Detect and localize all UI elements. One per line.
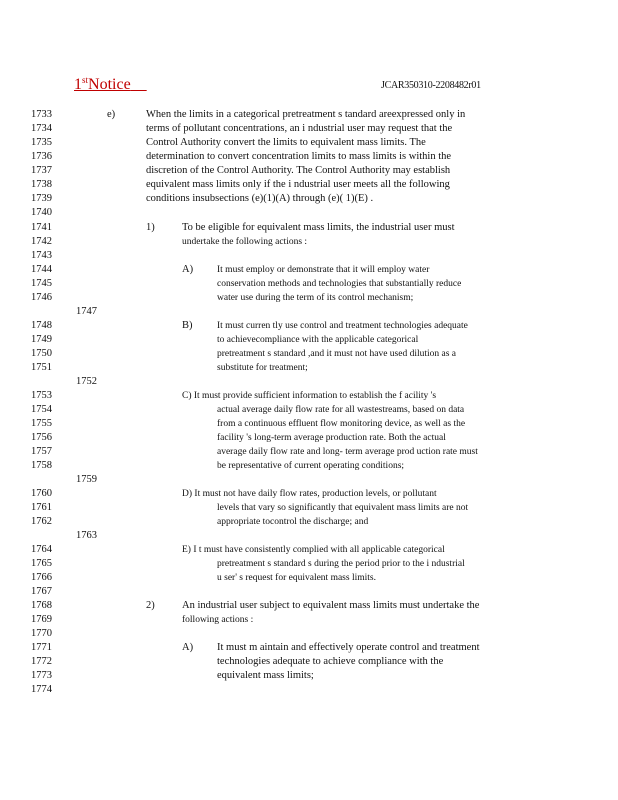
- text-line: An industrial user subject to equivalent mass limits must undertake the: [182, 600, 480, 611]
- text-line: technologies adequate to achieve compliance with the: [217, 656, 444, 667]
- notice-word: Notice: [88, 76, 131, 93]
- subsection-e-label: e): [107, 109, 116, 120]
- line-number: 1740: [31, 207, 52, 218]
- line-number: 1739: [31, 193, 52, 204]
- document-id: JCAR350310-2208482r01: [381, 80, 481, 91]
- text-line: levels that vary so significantly that equivalent mass limits are not: [217, 503, 469, 513]
- line-number: 1744: [31, 264, 52, 275]
- line-number: 1743: [31, 250, 52, 261]
- line-number: 1741: [31, 222, 52, 233]
- line-number: 1752: [76, 376, 97, 387]
- subparagraph-b-label: B): [182, 320, 193, 331]
- text-line: D) It must not have daily flow rates, production levels, or pollutant: [182, 489, 437, 499]
- notice-number: 1: [74, 76, 82, 93]
- text-line: water use during the term of its control mechanism;: [217, 293, 414, 303]
- line-number: 1754: [31, 404, 52, 415]
- line-number: 1753: [31, 390, 52, 401]
- line-number: 1771: [31, 642, 52, 653]
- line-number: 1751: [31, 362, 52, 373]
- text-line: from a continuous effluent flow monitoring device, as well as the: [217, 419, 466, 429]
- line-number: 1757: [31, 446, 52, 457]
- text-line: substitute for treatment;: [217, 363, 308, 373]
- text-line: u ser' s request for equivalent mass limits.: [217, 573, 376, 583]
- text-line: pretreatment s standard ,and it must not have used dilution as a: [217, 349, 457, 359]
- line-number: 1769: [31, 614, 52, 625]
- line-number: 1765: [31, 558, 52, 569]
- text-line: It must curren tly use control and treatment technologies adequate: [217, 321, 468, 331]
- text-line: average daily flow rate and long- term average prod uction rate must: [217, 447, 478, 457]
- paragraph-2-label: 2): [146, 600, 155, 611]
- line-number: 1742: [31, 236, 52, 247]
- line-number: 1772: [31, 656, 52, 667]
- text-line: determination to convert concentration limits to mass limits is within the: [146, 151, 452, 162]
- text-line: following actions :: [182, 615, 254, 625]
- line-number: 1758: [31, 460, 52, 471]
- text-line: to achievecompliance with the applicable categorical: [217, 335, 419, 345]
- line-number: 1733: [31, 109, 52, 120]
- text-line: terms of pollutant concentrations, an i ndustrial user may request that the: [146, 123, 453, 134]
- line-number: 1761: [31, 502, 52, 513]
- line-number: 1764: [31, 544, 52, 555]
- line-number: 1745: [31, 278, 52, 289]
- line-number: 1773: [31, 670, 52, 681]
- text-line: When the limits in a categorical pretreatment s tandard areexpressed only in: [146, 109, 466, 120]
- line-number: 1766: [31, 572, 52, 583]
- text-line: actual average daily flow rate for all wastestreams, based on data: [217, 405, 465, 415]
- subparagraph-a-label: A): [182, 642, 194, 653]
- line-number: 1759: [76, 474, 97, 485]
- notice-heading: [74, 75, 147, 94]
- line-number: 1749: [31, 334, 52, 345]
- text-line: conditions insubsections (e)(1)(A) through (e)( 1)(E) .: [146, 193, 374, 204]
- line-number: 1748: [31, 320, 52, 331]
- line-number: 1738: [31, 179, 52, 190]
- line-number: 1756: [31, 432, 52, 443]
- text-line: be representative of current operating conditions;: [217, 461, 405, 471]
- text-line: equivalent mass limits only if the i ndustrial user meets all the following: [146, 179, 450, 190]
- line-number: 1735: [31, 137, 52, 148]
- line-number: 1755: [31, 418, 52, 429]
- text-line: facility 's long-term average production rate. Both the actual: [217, 433, 446, 443]
- line-number: 1768: [31, 600, 52, 611]
- line-number: 1736: [31, 151, 52, 162]
- text-line: To be eligible for equivalent mass limits, the industrial user must: [182, 222, 455, 233]
- line-number: 1747: [76, 306, 97, 317]
- text-line: It must employ or demonstrate that it will employ water: [217, 265, 430, 275]
- line-number: 1760: [31, 488, 52, 499]
- paragraph-1-label: 1): [146, 222, 155, 233]
- line-number: 1734: [31, 123, 52, 134]
- subparagraph-a-label: A): [182, 264, 194, 275]
- notice-superscript: st: [82, 75, 89, 85]
- line-number: 1737: [31, 165, 52, 176]
- text-line: It must m aintain and effectively operate control and treatment: [217, 642, 480, 653]
- text-line: equivalent mass limits;: [217, 670, 314, 681]
- line-number: 1763: [76, 530, 97, 541]
- text-line: E) I t must have consistently complied with all applicable categorical: [182, 545, 445, 555]
- text-line: C) It must provide sufficient information to establish the f acility 's: [182, 391, 437, 401]
- text-line: conservation methods and technologies that substantially reduce: [217, 279, 462, 289]
- line-number: 1770: [31, 628, 52, 639]
- line-number: 1774: [31, 684, 52, 695]
- line-number: 1767: [31, 586, 52, 597]
- line-number: 1750: [31, 348, 52, 359]
- line-number: 1762: [31, 516, 52, 527]
- line-number: 1746: [31, 292, 52, 303]
- text-line: pretreatment s standard s during the period prior to the i ndustrial: [217, 559, 465, 569]
- text-line: discretion of the Control Authority. The Control Authority may establish: [146, 165, 451, 176]
- text-line: undertake the following actions :: [182, 237, 308, 247]
- text-line: Control Authority convert the limits to equivalent mass limits. The: [146, 137, 426, 148]
- text-line: appropriate tocontrol the discharge; and: [217, 517, 369, 527]
